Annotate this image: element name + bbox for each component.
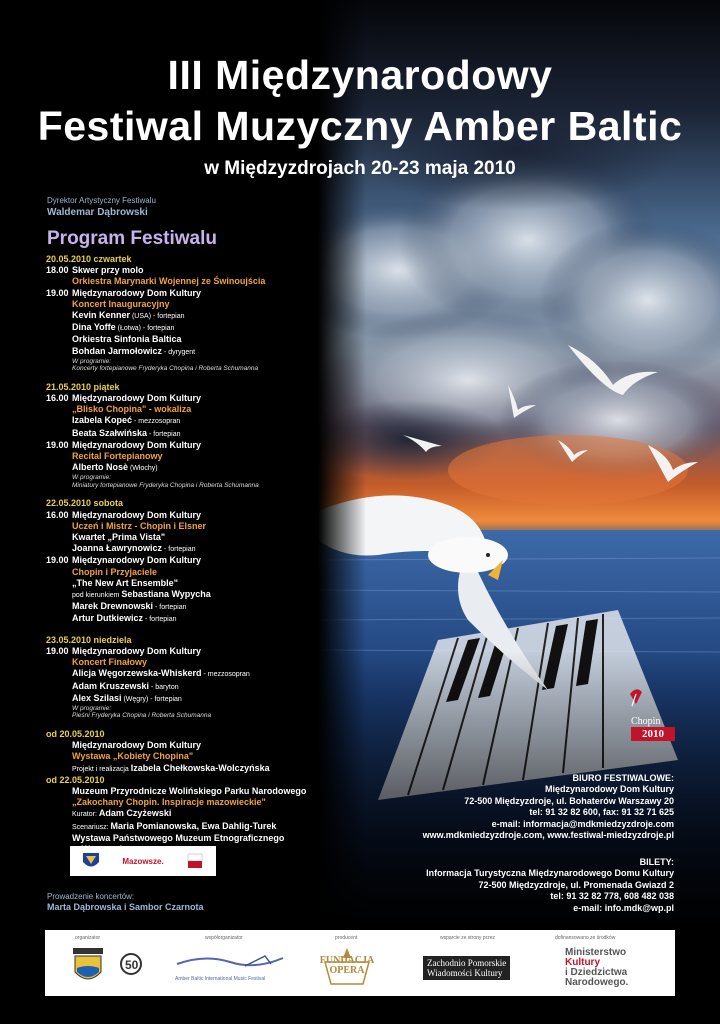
director-name: Waldemar Dąbrowski [47, 207, 148, 218]
exhibition-line: Wystawa Państwowego Muzeum Etnograficznego [72, 832, 285, 843]
mdk-anniversary-icon [117, 950, 157, 982]
performer: Alex Szilasi (Węgry) - fortepian [72, 692, 182, 703]
day-date: 21.05.2010 piątek [46, 381, 120, 392]
program-note: Koncerty fortepianowe Fryderyka Chopina i Roberta Schumanna [72, 365, 259, 373]
event-title: Orkiestra Marynarki Wojennej ze Świnoujścia [72, 276, 266, 287]
exhibition-date: od 22.05.2010 [46, 774, 105, 785]
sponsor-label: producent [335, 935, 358, 941]
performer: „The New Art Ensemble" [72, 577, 178, 588]
tickets-email[interactable]: e-mail: info.mdk@wp.pl [573, 902, 674, 913]
event-title: Uczeń i Mistrz - Chopin i Elsner [72, 520, 207, 531]
exhibition-1 [46, 729, 336, 855]
event [46, 288, 336, 373]
chopin-logo-name: Chopin [631, 716, 661, 727]
office-phone: tel: 91 32 82 600, fax: 91 32 71 625 [529, 807, 674, 818]
sponsor-label: wsparcie ze strony przez [440, 935, 496, 941]
office-address: 72-500 Międzyzdroje, ul. Bohaterów Warszawy 20 [464, 795, 674, 806]
performer: Izabela Kopeć - mezzosopran [72, 415, 181, 426]
event-venue: Międzynarodowy Dom Kultury [72, 439, 202, 450]
tickets-phone: tel: 91 32 82 778, 608 482 038 [550, 891, 674, 902]
event-venue: Międzynarodowy Dom Kultury [72, 287, 202, 298]
performer: Kwartet „Prima Vista" [72, 532, 166, 543]
performer: Orkiestra Sinfonia Baltica [72, 334, 182, 345]
program-title: Program Festiwalu [47, 228, 217, 249]
exhibition-credit: Kurator: Adam Czyżewski [72, 808, 172, 819]
exhibition-venue: Muzeum Przyrodnicze Wolińskiego Parku Narodowego [72, 785, 307, 796]
performer: Alicja Węgorzewska-Whiskerd - mezzosopran [72, 668, 250, 679]
day-date: 23.05.2010 niedziela [46, 634, 132, 645]
sponsor-label: współorganizator [205, 935, 243, 941]
event [46, 555, 336, 625]
day-date: 22.05.2010 sobota [46, 498, 124, 509]
performer: Kevin Kenner (USA) - fortepian [72, 310, 185, 321]
day-1 [46, 254, 336, 373]
tickets-address: 72-500 Międzyzdroje, ul. Promenada Gwiazd 2 [478, 879, 674, 890]
office-websites[interactable]: www.mdkmiedzyzdroje.com, www.festiwal-miedzyzdroje.pl [422, 830, 674, 841]
event-venue: Międzynarodowy Dom Kultury [72, 645, 202, 656]
amber-wave-icon [175, 952, 285, 970]
performer: Artur Dutkiewicz - fortepian [72, 613, 177, 624]
performer: Beata Szałwińska - fortepian [72, 427, 181, 438]
flag-icon [184, 850, 206, 872]
performer: Marek Drewnowski - fortepian [72, 601, 187, 612]
exhibition-date: od 20.05.2010 [46, 728, 105, 739]
program-label: W programie: [72, 357, 112, 365]
program-label: W programie: [72, 704, 112, 712]
performer: Adam Kruszewski - baryton [72, 680, 179, 691]
event [46, 510, 336, 556]
exhibition-credit: Scenariusz: Maria Pomianowska, Ewa Dahlig-Turek [72, 820, 277, 831]
performer: Bohdan Jarmołowicz - dyrygent [72, 345, 196, 356]
exhibition-title: Wystawa „Kobiety Chopina" [72, 751, 194, 762]
director-label: Dyrektor Artystyczny Festiwalu [47, 196, 156, 205]
mazowsze-logo: Mazowsze. [122, 856, 164, 866]
event-title: „Blisko Chopina" - wokaliza [72, 404, 192, 415]
title-line-1: III Międzynarodowy [167, 52, 553, 98]
ministry-culture-logo: Ministerstwo Kultury i Dziedzictwa Narodowego. [565, 947, 629, 988]
event-venue: Międzynarodowy Dom Kultury [72, 509, 202, 520]
sponsor-bar [45, 930, 675, 996]
crest-icon [80, 850, 102, 872]
exhibition-title: „Zakochany Chopin. Inspiracje mazowieckie" [72, 797, 266, 808]
program-list [46, 254, 336, 855]
exhibition-credit: Projekt i realizacja Izabela Chełkowska-Wolczyńska [72, 762, 270, 773]
subtitle: w Międzyzdrojach 20-23 maja 2010 [204, 158, 516, 179]
mini-sponsor-strip [70, 846, 216, 876]
festival-office [423, 773, 674, 841]
event-time: 19.00 [46, 287, 69, 298]
event-time: 16.00 [46, 509, 69, 520]
event-venue: Międzynarodowy Dom Kultury [72, 393, 202, 404]
event-time: 19.00 [46, 439, 69, 450]
event [46, 440, 336, 490]
miedzyzdroje-crest-icon [71, 946, 105, 986]
day-date: 20.05.2010 czwartek [46, 254, 132, 264]
amber-festival-logo-text: Amber Baltic International Music Festival [175, 976, 266, 982]
event-time: 19.00 [46, 555, 69, 566]
zachodniopomorskie-logo: Zachodnio Pomorskie Wiadomości Kultury [423, 956, 510, 980]
office-email[interactable]: e-mail: informacja@mdkmiedzyzdroje.com [491, 818, 674, 829]
day-3 [46, 498, 336, 625]
day-2 [46, 382, 336, 490]
exhibition-venue: Międzynarodowy Dom Kultury [72, 740, 202, 751]
tickets-info [426, 857, 674, 914]
sponsor-label: organizator [75, 935, 101, 941]
event-venue: Skwer przy molo [72, 265, 144, 276]
office-heading: BIURO FESTIWALOWE: [572, 773, 674, 783]
performer: pod kierunkiem Sebastiana Wypycha [72, 589, 211, 600]
program-note: Pieśni Fryderyka Chopina i Roberta Schumanna [72, 712, 212, 720]
tickets-heading: BILETY: [639, 857, 674, 867]
event [46, 265, 336, 287]
event-time: 16.00 [46, 393, 69, 404]
event [46, 646, 336, 720]
event-time: 19.00 [46, 645, 69, 656]
program-note: Miniatury fortepianowe Fryderyka Chopina i Roberta Schumanna [72, 481, 259, 489]
title-line-2: Festiwal Muzyczny Amber Baltic [37, 103, 683, 149]
tickets-line: Informacja Turystyczna Międzynarodowego Domu Kultury [426, 868, 674, 879]
event [46, 393, 336, 440]
fundacja-opera-logo: FUNDACJA OPERA [319, 955, 375, 976]
event-title: Chopin i Przyjaciele [72, 566, 158, 577]
event-venue: Międzynarodowy Dom Kultury [72, 555, 202, 566]
performer: Dina Yoffe (Łotwa) - fortepian [72, 322, 175, 333]
day-4 [46, 635, 336, 720]
chopin-logo-year: 2010 [631, 727, 675, 741]
svg-text:50: 50 [125, 958, 139, 972]
sponsor-label: dofinansowano ze środków [555, 935, 616, 941]
hosts-names: Marta Dąbrowska i Sambor Czarnota [47, 902, 204, 912]
program-label: W programie: [72, 474, 112, 482]
event-title: Koncert Inauguracyjny [72, 298, 170, 309]
hosts-label: Prowadzenie koncertów: [47, 892, 135, 901]
event-title: Recital Fortepianowy [72, 451, 163, 462]
office-line: Międzynarodowy Dom Kultury [544, 784, 674, 795]
event-title: Koncert Finałowy [72, 657, 148, 668]
performer: Alberto Nosè (Włochy) [72, 462, 158, 473]
performer: Joanna Ławrynowicz - fortepian [72, 543, 196, 554]
event-time: 18.00 [46, 265, 69, 276]
